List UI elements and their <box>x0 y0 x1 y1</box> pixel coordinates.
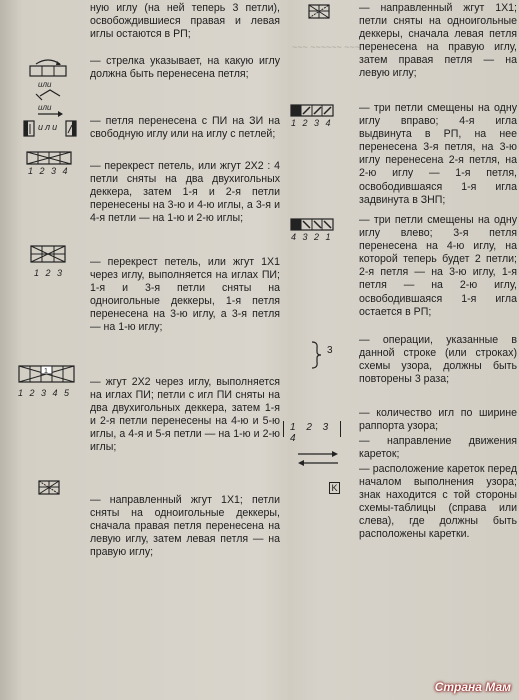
cable22-symbol <box>18 364 78 386</box>
entry-repeat <box>359 334 517 407</box>
directed-right-symbol <box>308 4 330 20</box>
rapport-count-symbol <box>283 421 341 444</box>
carriage-text: — направление движения кареток; <box>359 435 517 461</box>
cross11-text: — перекрест петель, или жгут 1X1 через иглу, выполняется на иглах ПИ; 1-я и 3-я петли сняты на одноигольные деккеры, 1-я петля перенесена на 3-ю иглу, а 3-я петля — на 1-ю иглу; <box>90 256 280 334</box>
directed-right-text: — направленный жгут 1X1; петли сняты на одноигольные деккеры, сначала левая петля перенесена на правую иглу, затем правая петля — на левую иглу; <box>359 2 517 80</box>
repeat-brace <box>310 340 324 370</box>
entry-intro <box>90 2 280 55</box>
repeat-number: 3 <box>327 345 333 356</box>
entry-directed-right <box>359 2 517 102</box>
cross11-symbol <box>30 244 68 266</box>
shift-right-numbers: 1 2 3 4 <box>291 118 333 128</box>
shift-right-text: — три петли смещены на одну иглу вправо; 4-я игла выдвинута в РП, на нее перенесена 3-я петля, на 3-ю иглу перенесена 2-я петля, на 2-ю иглу — 1-я петля, освободившаяся 1-я игла задвинута в ЗНП; <box>359 102 517 206</box>
cable22-text: — жгут 2X2 через иглу, выполняется на иглах ПИ; петли с игл ПИ сняты на два двухигольных деккера, затем 1-я и 2-я петли перенесены на 4-ю и 5-ю иглы, а 4-я и 5-я петли — на 1-ю и 2-ю иглы; <box>90 376 280 454</box>
intro-text: ную иглу (на ней теперь 3 петли), освобождившиеся правая и левая иглы остаются в РП; <box>90 2 280 41</box>
entry-count <box>359 407 517 435</box>
zi-text: — петля перенесена с ПИ на ЗИ на свободную иглу или на иглу с петлей; <box>90 115 280 141</box>
directed-left-text: — направленный жгут 1X1; петли сняты на одноигольные деккеры, сначала правая петля перенесена на левую иглу, затем левая петля — на правую иглу; <box>90 494 280 559</box>
bleed-through: ~~~ ~~~~~~ ~~~ <box>292 42 361 52</box>
carriage-arrows-symbol <box>296 450 340 468</box>
k-text: — расположение кареток перед началом выполнения узора; знак находится с той стороны схемы-таблицы (справа или слева), где должны быть расположены каретки. <box>359 463 517 541</box>
count-numbers: 1 2 3 4 <box>290 422 333 444</box>
directed-left-symbol <box>38 480 60 496</box>
arrow-symbols <box>28 52 72 122</box>
entry-cross22 <box>90 160 280 256</box>
arrow-text: — стрелка указывает, на какую иглу должна быть перенесена петля; <box>90 55 280 81</box>
left-column <box>90 2 280 559</box>
entry-arrow <box>90 55 280 109</box>
cross22-numbers: 1 2 3 4 <box>28 166 70 176</box>
cross22-text: — перекрест петель, или жгут 2X2 : 4 петли сняты на два двухигольных деккера, затем 1-я и 2-я петли перенесены на 3-ю и 4-ю иглы, а 3-я и 4-я петли — на 1-ю и 2-ю иглы; <box>90 160 280 225</box>
right-column <box>359 2 517 542</box>
zi-label: или <box>38 122 60 132</box>
entry-shift-left <box>359 214 517 334</box>
entry-k <box>359 463 517 542</box>
shift-right-symbol <box>290 104 336 118</box>
shift-left-numbers: 4 3 2 1 <box>291 232 333 242</box>
watermark: Страна Мам <box>434 680 511 694</box>
arrow-label-2: или <box>38 103 52 112</box>
svg-text:1: 1 <box>44 368 48 375</box>
entry-carriage <box>359 435 517 463</box>
cable22-numbers: 1 2 3 4 5 <box>18 388 72 398</box>
carriage-k-symbol: K <box>329 482 340 494</box>
count-text: — количество игл по ширине раппорта узора; <box>359 407 517 433</box>
arrow-symbol-1 <box>30 60 66 76</box>
entry-directed-left <box>90 494 280 559</box>
cross22-symbol <box>26 150 74 166</box>
shift-left-text: — три петли смещены на одну иглу влево; 3-я петля перенесена на 4-ю иглу, на которой теперь будет 2 петли; 2-я петля — на 3-ю иглу, 1-я петля — на 2-ю иглу, освободившаяся 1-я игла остается в РП; <box>359 214 517 318</box>
entry-cable22 <box>90 376 280 494</box>
cross11-numbers: 1 2 3 <box>34 268 65 278</box>
entry-cross11 <box>90 256 280 376</box>
arrow-label-1: или <box>38 80 52 89</box>
arrow-symbol-2 <box>36 90 60 100</box>
entry-shift-right <box>359 102 517 214</box>
shift-left-symbol <box>290 218 336 232</box>
repeat-text: — операции, указанные в данной строке (или строках) схемы узора, должны быть повторены 3 раза; <box>359 334 517 386</box>
entry-zi <box>90 115 280 160</box>
